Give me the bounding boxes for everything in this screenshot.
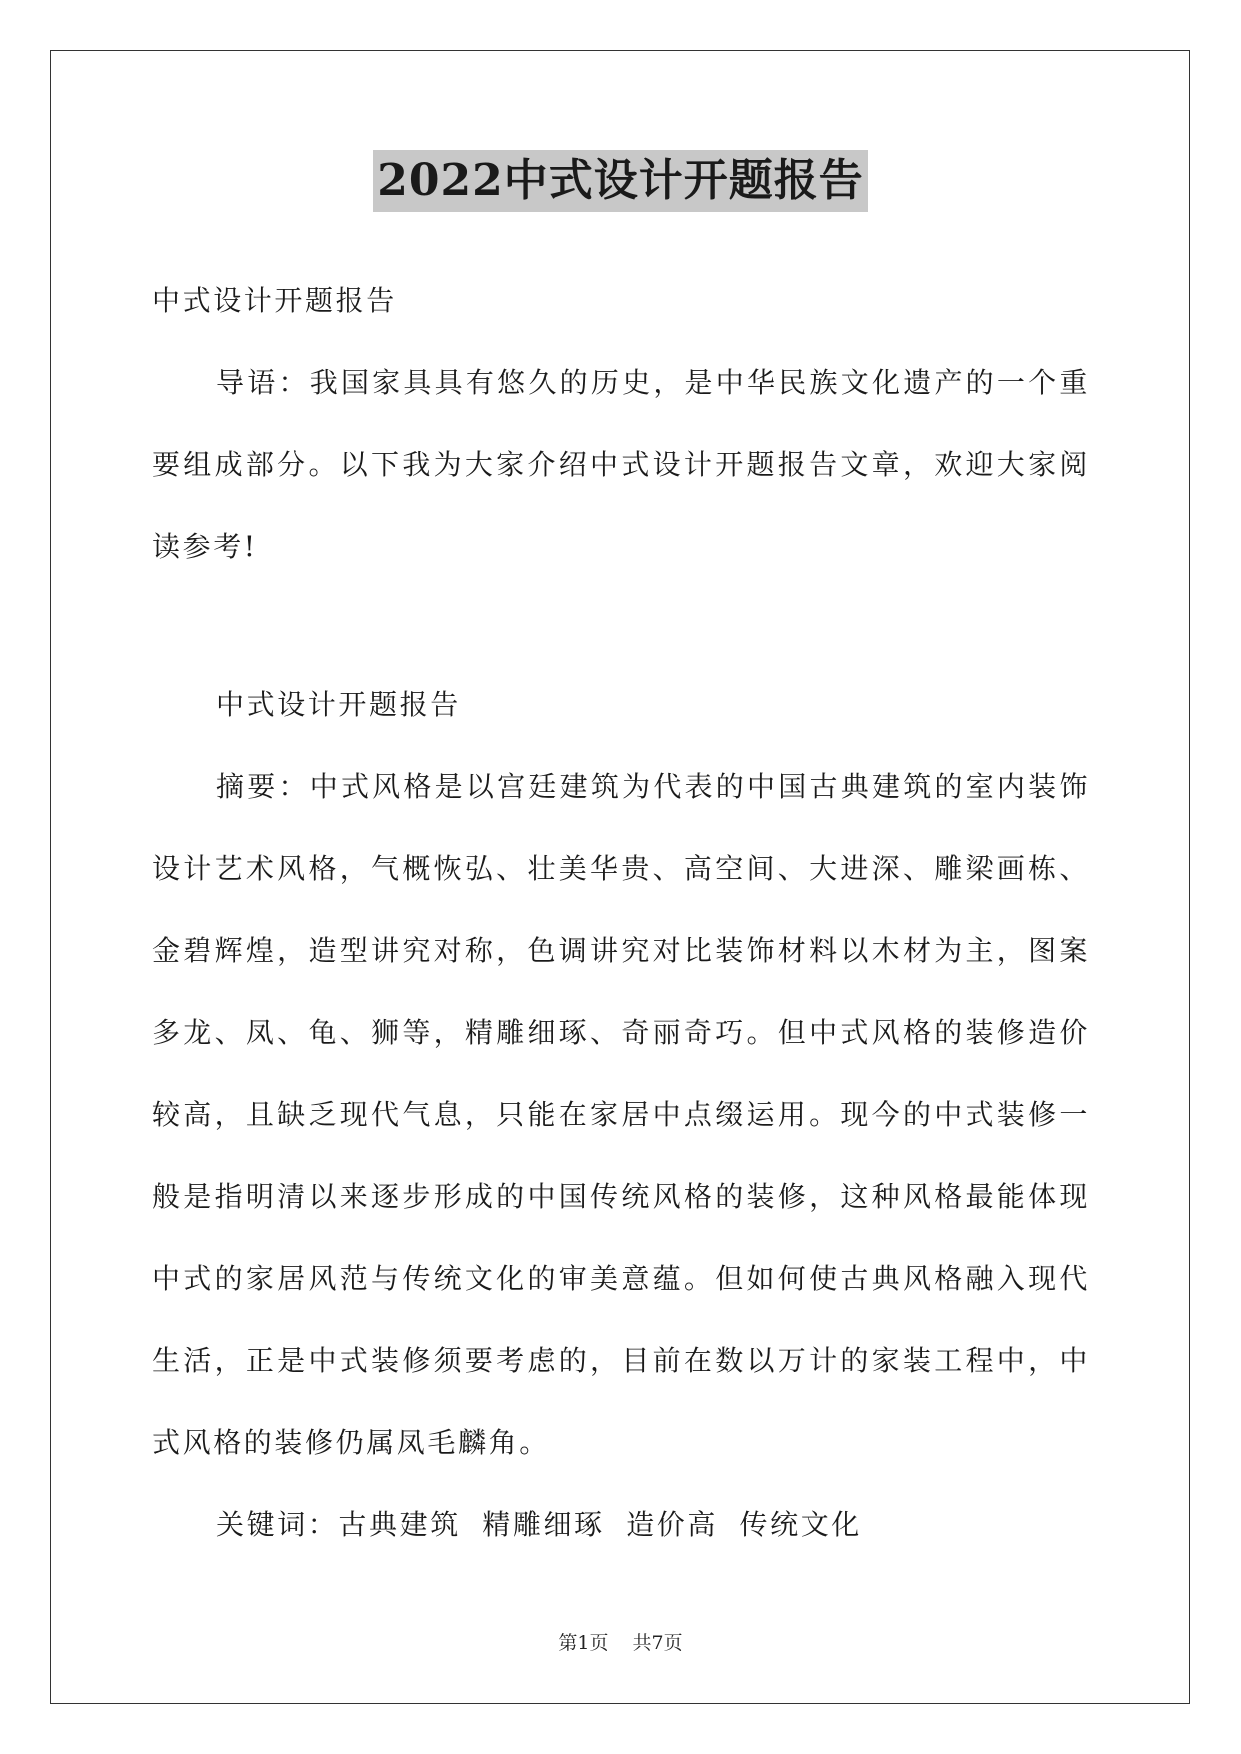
keywords-line: 关键词：古典建筑 精雕细琢 造价高 传统文化 [216, 1508, 862, 1541]
page-footer [0, 1628, 1241, 1655]
document-body [152, 260, 1090, 1566]
page-number: 第1页 [558, 1632, 609, 1654]
paragraph-spacer [152, 588, 1090, 664]
document-title-text: 2022中式设计开题报告 [373, 150, 867, 212]
page-total: 共7页 [632, 1632, 683, 1654]
document-subtitle: 中式设计开题报告 [152, 284, 397, 317]
intro-paragraph: 导语：我国家具具有悠久的历史，是中华民族文化遗产的一个重要组成部分。以下我为大家介绍中式设计开题报告文章，欢迎大家阅读参考! [152, 366, 1090, 563]
document-title [0, 150, 1241, 212]
section-heading: 中式设计开题报告 [216, 688, 461, 721]
abstract-paragraph: 摘要：中式风格是以宫廷建筑为代表的中国古典建筑的室内装饰设计艺术风格，气概恢弘、壮美华贵、高空间、大进深、雕梁画栋、金碧辉煌，造型讲究对称，色调讲究对比装饰材料以木材为主，图案多龙、凤、龟、狮等，精雕细琢、奇丽奇巧。但中式风格的装修造价较高，且缺乏现代气息，只能在家居中点缀运用。现今的中式装修一般是指明清以来逐步形成的中国传统风格的装修，这种风格最能体现中式的家居风范与传统文化的审美意蕴。但如何使古典风格融入现代生活，正是中式装修须要考虑的，目前在数以万计的家装工程中，中式风格的装修仍属凤毛麟角。 [152, 770, 1090, 1459]
